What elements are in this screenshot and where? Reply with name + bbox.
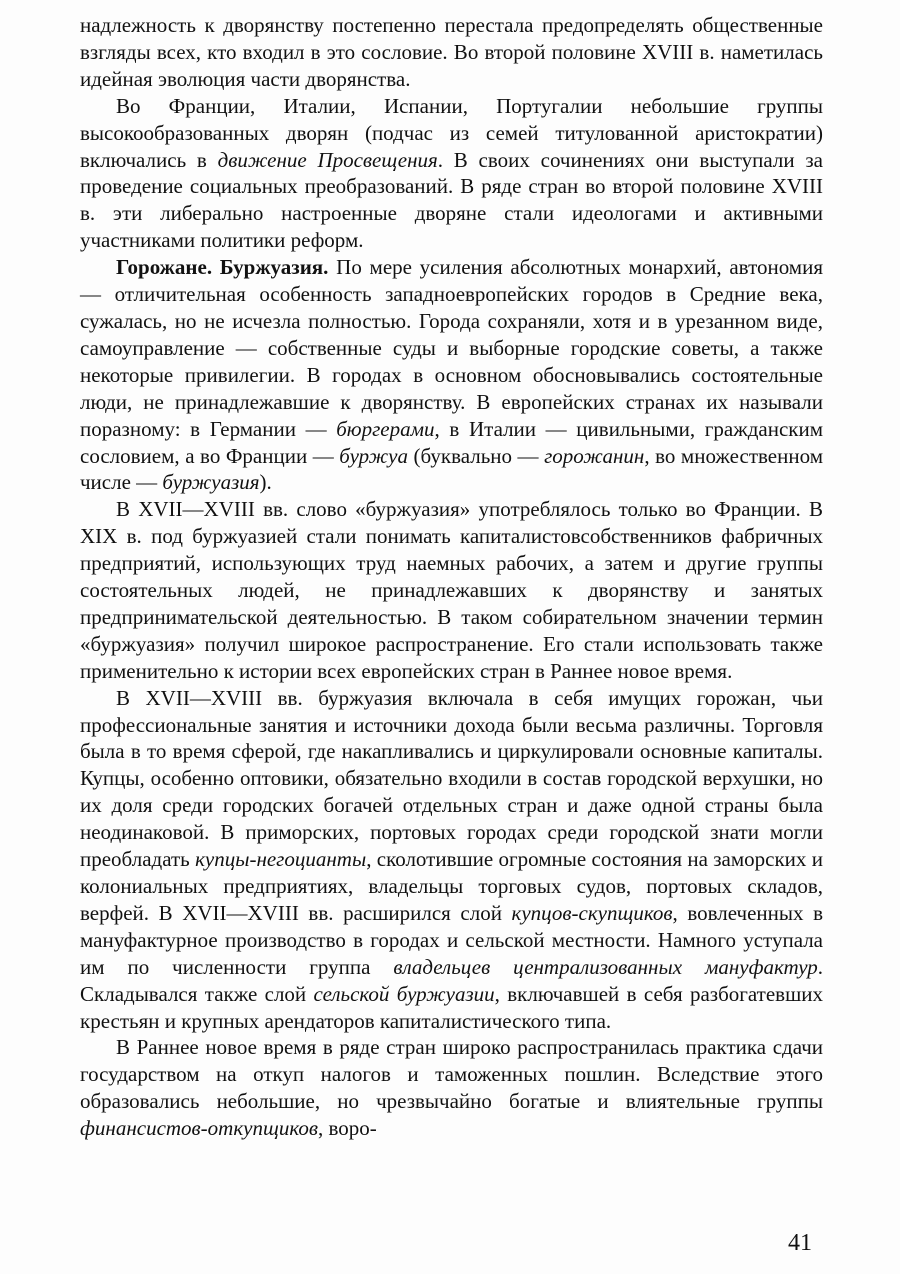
paragraph: [80, 685, 823, 1035]
bold-heading: Горожане. Буржуазия.: [116, 255, 329, 280]
paragraph: [80, 1034, 823, 1142]
text-segment: В Раннее новое время в ряде стран широко распространилась практика сдачи государством на откуп налогов и таможенных пошлин. Вследствие этого образовались небольшие, но чрезвычайно богатые и влиятельные группы: [80, 1035, 823, 1114]
paragraph: [80, 12, 823, 93]
text-segment: . Складывался также слой: [80, 954, 823, 1006]
text-segment: надлежность к дворянству постепенно перестала предопределять общественные взгляды всех, кто входил в это сословие. Во второй половине XVIII в. наметилась идейная эволюция части дворянства.: [80, 13, 823, 91]
italic-term: буржуазия: [162, 470, 260, 495]
italic-term: буржуа: [339, 443, 408, 468]
text-segment: ).: [259, 470, 272, 495]
paragraph: [80, 496, 823, 684]
text-segment: По мере усиления абсолютных монархий, автономия — отличительная особенность западноевропейских городов в Средние века, сужалась, но не исчезла полностью. Города сохраняли, хотя и в урезанном виде, самоуправление — собственные суды и выборные городские советы, а также некоторые привилегии. В городах в основном обосновывались состоятельные люди, не принадлежавшие к дворянству. В европейских странах их называли поразному: в Германии —: [80, 255, 823, 441]
paragraph: [80, 254, 823, 496]
italic-term: бюргерами: [336, 416, 435, 441]
text-segment: , вовлеченных в мануфактурное производство в городах и сельской местности. Намного уступала им по численности группа: [80, 900, 823, 979]
text-segment: , сколотившие огромные состояния на заморских и колониальных предприятиях, владельцы торговых судов, портовых складов, верфей. В XVII—XVIII вв. расширился слой: [80, 847, 823, 925]
text-segment: . В своих сочинениях они выступали за проведение социальных преобразований. В ряде стран во второй половине XVIII в. эти либерально настроенные дворяне стали идеологами и активными участниками политики реформ.: [80, 147, 823, 253]
text-segment: , в Италии — цивильными, гражданским сословием, а во Франции —: [80, 416, 823, 468]
text-segment: , включавшей в себя разбогатевших крестьян и крупных арендаторов капиталистического типа.: [80, 981, 823, 1033]
italic-term: купцов-скупщиков: [511, 900, 673, 925]
text-segment: В XVII—XVIII вв. слово «буржуазия» употреблялось только во Франции. В XIX в. под буржуазией стали понимать капиталистовсобственников фабричных предприятий, использующих труд наемных рабочих, а затем и другие группы состоятельных людей, не принадлежавших к дворянству и занятых предпринимательской деятельностью. В таком собирательном значении термин «буржуазия» получил широкое распространение. Его стали использовать также применительно к истории всех европейских стран в Раннее новое время.: [80, 497, 823, 683]
body-text: [80, 12, 823, 1142]
paragraph: [80, 93, 823, 254]
italic-term: купцы-негоцианты: [195, 847, 367, 872]
italic-term: движение Просвещения: [217, 147, 438, 172]
text-segment: , во множественном числе —: [80, 443, 823, 495]
italic-term: сельской буржуазии: [313, 981, 495, 1006]
page-number: 41: [788, 1230, 812, 1256]
text-segment: (буквально —: [407, 443, 545, 468]
text-segment: Во Франции, Италии, Испании, Португалии небольшие группы высокообразованных дворян (подчас из семей титулованной аристократии) включались в: [80, 93, 823, 172]
italic-term: владельцев централизованных мануфактур: [393, 954, 818, 979]
italic-term: горожанин: [544, 443, 645, 468]
italic-term: финансистов-откупщиков: [80, 1116, 318, 1141]
text-segment: В XVII—XVIII вв. буржуазия включала в себя имущих горожан, чьи профессиональные занятия и источники дохода были весьма различны. Торговля была в то время сферой, где накапливались и циркулировали основные капиталы. Купцы, особенно оптовики, обязательно входили в состав городской верхушки, но их доля среди городских богачей отдельных стран и даже одной страны была неодинаковой. В приморских, портовых городах среди городской знати могли преобладать: [80, 685, 823, 872]
text-segment: , воро-: [317, 1116, 377, 1141]
